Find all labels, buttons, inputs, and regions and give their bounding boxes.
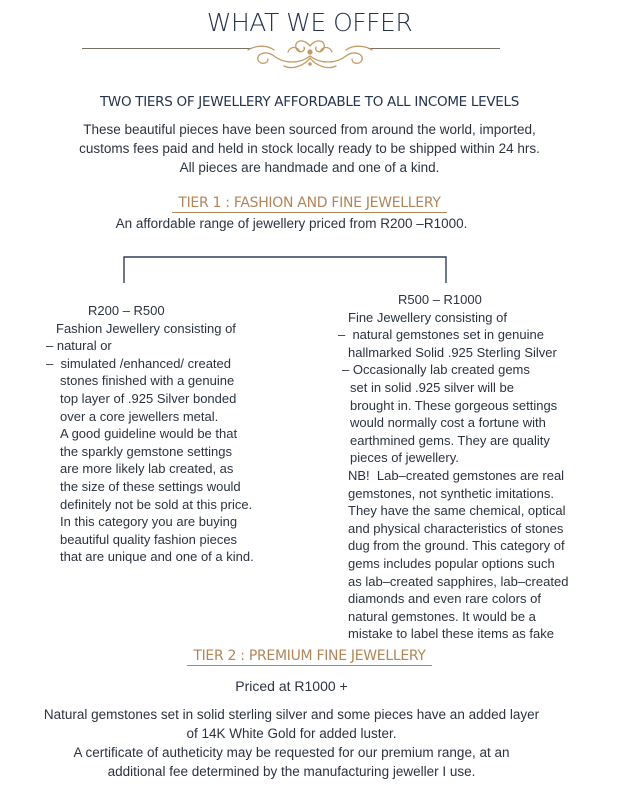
list-item: mistake to label these items as fake	[348, 626, 554, 642]
list-item: would normally cost a fortune with	[350, 415, 546, 431]
list-item: definitely not be sold at this price.	[60, 496, 253, 512]
title-divider-left	[82, 48, 252, 49]
tier1-description: An affordable range of jewellery priced from R200 –R1000.	[115, 216, 468, 231]
tier2-line: Natural gemstones set in solid sterling silver and some pieces have an added layer	[43, 707, 540, 722]
list-item: over a core jewellers metal.	[60, 408, 219, 424]
tier2-line: of 14K White Gold for added luster.	[186, 726, 397, 741]
page-title: WHAT WE OFFER	[206, 8, 413, 37]
list-item: dug from the ground. This category of	[348, 538, 565, 554]
list-item: that are unique and one of a kind.	[60, 549, 254, 565]
list-item: They have the same chemical, optical	[348, 503, 566, 519]
list-item: NB! Lab–created gemstones are real	[348, 467, 565, 483]
intro-line: customs fees paid and held in stock locally ready to be shipped within 24 hrs.	[79, 141, 540, 156]
list-item: the sparkly gemstone settings	[60, 443, 232, 459]
tier1-right-price: R500 – R1000	[398, 292, 482, 307]
tier2-description	[0, 705, 583, 781]
list-item: pieces of jewellery.	[350, 450, 459, 466]
tier2-line: additional fee determined by the manufacturing jeweller I use.	[107, 764, 476, 779]
list-item: gemstones, not synthetic imitations.	[348, 485, 554, 501]
list-item: natural gemstones. It would be a	[348, 608, 536, 624]
list-item: stones finished with a genuine	[60, 373, 235, 389]
list-item: and physical characteristics of stones	[348, 520, 564, 536]
tier2-price: Priced at R1000 +	[235, 678, 348, 694]
list-item: top layer of .925 Silver bonded	[60, 390, 237, 406]
list-item: set in solid .925 silver will be	[350, 379, 515, 395]
list-item: as lab–created sapphires, lab–created	[348, 573, 569, 589]
list-item: beautiful quality fashion pieces	[60, 531, 238, 547]
tier2-heading	[0, 648, 619, 664]
list-item: Fashion Jewellery consisting of	[56, 320, 236, 336]
list-item: the size of these settings would	[60, 478, 241, 494]
section-subheading: TWO TIERS OF JEWELLERY AFFORDABLE TO ALL INCOME LEVELS	[99, 94, 520, 110]
tier1-left-column	[46, 302, 254, 566]
tier2-heading-text: TIER 2 : PREMIUM FINE JEWELLERY	[187, 648, 431, 666]
list-item: – Occasionally lab created gems	[342, 362, 530, 378]
list-item: hallmarked Solid .925 Sterling Silver	[348, 344, 557, 360]
tier1-right-column	[338, 291, 568, 643]
list-item: earthmined gems. They are quality	[350, 432, 550, 448]
title-divider-right	[368, 48, 500, 49]
tier1-left-price: R200 – R500	[88, 303, 165, 318]
list-item: diamonds and even rare colors of	[348, 591, 541, 607]
list-item: Fine Jewellery consisting of	[348, 309, 507, 325]
list-item: – natural gemstones set in genuine	[338, 327, 544, 343]
list-item: gems includes popular options such	[348, 555, 555, 571]
tier2-line: A certificate of autheticity may be requested for our premium range, at an	[73, 745, 510, 760]
tier1-heading	[0, 195, 619, 211]
list-item: – simulated /enhanced/ created	[46, 355, 232, 371]
list-item: brought in. These gorgeous settings	[350, 397, 558, 413]
intro-line: These beautiful pieces have been sourced from around the world, imported,	[83, 122, 536, 137]
tier1-heading-text: TIER 1 : FASHION AND FINE JEWELLERY	[172, 195, 446, 213]
list-item: – natural or	[46, 338, 112, 354]
list-item: In this category you are buying	[60, 514, 238, 530]
intro-paragraph	[0, 120, 619, 177]
tier-split-bracket	[123, 256, 447, 283]
list-item: are more likely lab created, as	[60, 461, 234, 477]
list-item: A good guideline would be that	[60, 426, 238, 442]
ornamental-flourish-icon	[244, 34, 376, 74]
intro-line: All pieces are handmade and one of a kind.	[179, 160, 440, 175]
